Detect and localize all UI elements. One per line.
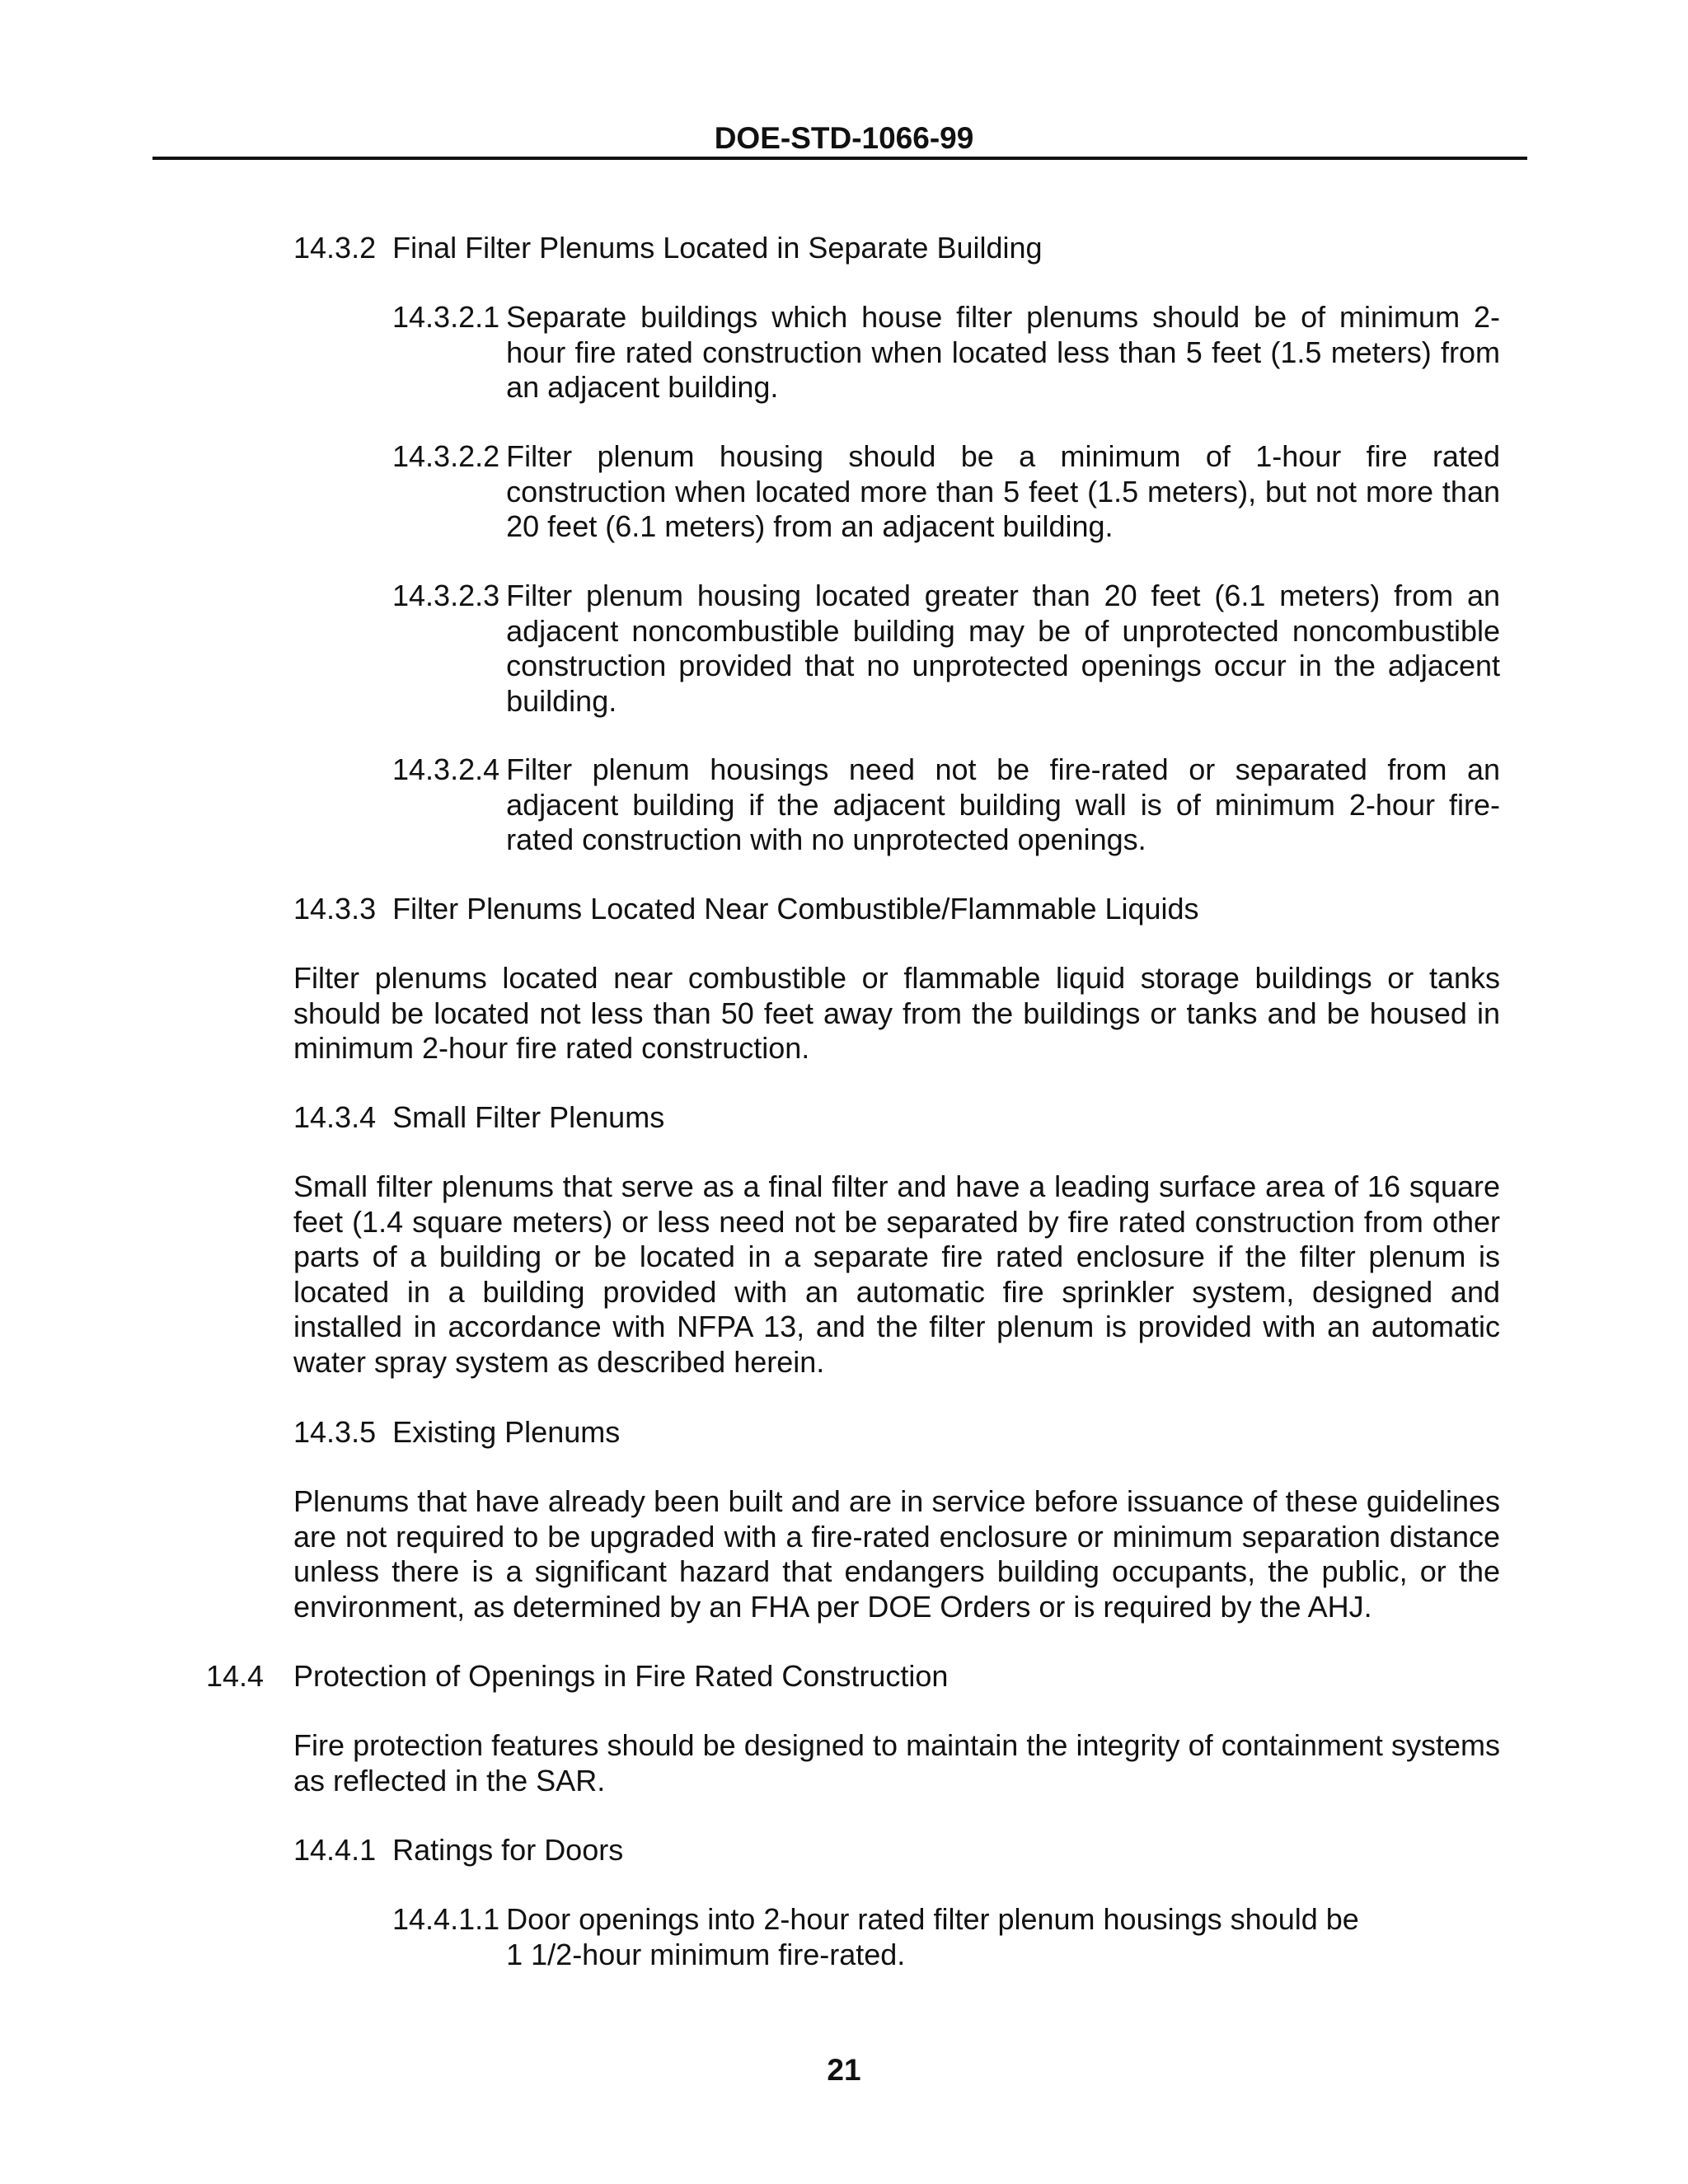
section-number: 14.3.2 (293, 231, 377, 265)
section-14-3-2-heading (293, 231, 1043, 266)
section-14-3-3-body: Filter plenums located near combustible or flammable liquid storage buildings or tanks should be located not less than 50 feet away from the buildings or tanks and be housed in minimum 2-hour fire rated construction. (293, 961, 1500, 1065)
section-14-4-body: Fire protection features should be designed to maintain the integrity of containment systems as reflected in the SAR. (293, 1728, 1500, 1797)
section-number: 14.3.5 (293, 1415, 377, 1449)
page-number: 21 (827, 2053, 861, 2087)
section-14-3-4-body: Small filter plenums that serve as a final filter and have a leading surface area of 16 square feet (1.4 square meters) or less need not be separated by fire rated construction from other parts of a building or be located in a separate fire rated enclosure if the filter plenum is located in a building provided with an automatic fire sprinkler system, designed and installed in accordance with NFPA 13, and the filter plenum is provided with an automatic water spray system as described herein. (293, 1169, 1500, 1379)
section-14-3-2-1 (392, 300, 1500, 405)
section-14-4-heading (206, 1659, 948, 1694)
header-divider (152, 157, 1527, 160)
section-14-3-5-body: Plenums that have already been built and are in service before issuance of these guidelines are not required to be upgraded with a fire-rated enclosure or minimum separation distance unless there is a significant hazard that endangers building occupants, the public, or the environment, as determined by an FHA per DOE Orders or is required by the AHJ. (293, 1484, 1500, 1624)
section-number: 14.4.1.1 (392, 1902, 500, 1936)
section-14-3-2-4 (392, 752, 1500, 858)
section-text: Separate buildings which house filter plenums should be of minimum 2-hour fire rated construction when located less than 5 feet (1.5 meters) from an adjacent building. (506, 300, 1500, 404)
section-14-3-4-heading (293, 1100, 664, 1136)
section-title: Small Filter Plenums (392, 1100, 665, 1134)
document-id-header: DOE-STD-1066-99 (714, 121, 974, 155)
section-title: Existing Plenums (392, 1415, 621, 1449)
section-title: Final Filter Plenums Located in Separate Building (392, 231, 1043, 265)
section-title: Protection of Openings in Fire Rated Construction (293, 1659, 949, 1693)
section-14-3-3-heading (293, 892, 1199, 927)
section-text: Filter plenum housing located greater than 20 feet (6.1 meters) from an adjacent noncombustible building may be of unprotected noncombustible construction provided that no unprotected openings occur in the adjacent building. (506, 579, 1500, 718)
section-number: 14.4.1 (293, 1833, 377, 1867)
section-14-3-5-heading (293, 1415, 620, 1451)
section-text-line-2: 1 1/2-hour minimum fire-rated. (506, 1937, 906, 1971)
section-number: 14.3.2.1 (392, 300, 500, 334)
section-number: 14.3.2.4 (392, 752, 500, 786)
section-title: Filter Plenums Located Near Combustible/Flammable Liquids (392, 892, 1199, 926)
section-number: 14.3.3 (293, 892, 377, 926)
section-number: 14.3.2.2 (392, 439, 500, 473)
section-text: Filter plenum housings need not be fire-rated or separated from an adjacent building if the adjacent building wall is of minimum 2-hour fire-rated construction with no unprotected openings. (506, 752, 1500, 856)
section-14-4-1-1 (392, 1902, 1500, 1972)
section-number: 14.4 (206, 1659, 265, 1693)
section-title: Ratings for Doors (392, 1833, 624, 1867)
section-text-line-1: Door openings into 2-hour rated filter plenum housings should be (506, 1902, 1359, 1936)
section-number: 14.3.2.3 (392, 579, 500, 612)
section-14-3-2-3 (392, 579, 1500, 719)
section-text: Filter plenum housing should be a minimum of 1-hour fire rated construction when located more than 5 feet (1.5 meters), but not more than 20 feet (6.1 meters) from an adjacent building. (506, 439, 1500, 543)
section-number: 14.3.4 (293, 1100, 377, 1134)
section-14-3-2-2 (392, 439, 1500, 545)
section-14-4-1-heading (293, 1833, 623, 1868)
section-text (506, 1902, 1500, 1972)
